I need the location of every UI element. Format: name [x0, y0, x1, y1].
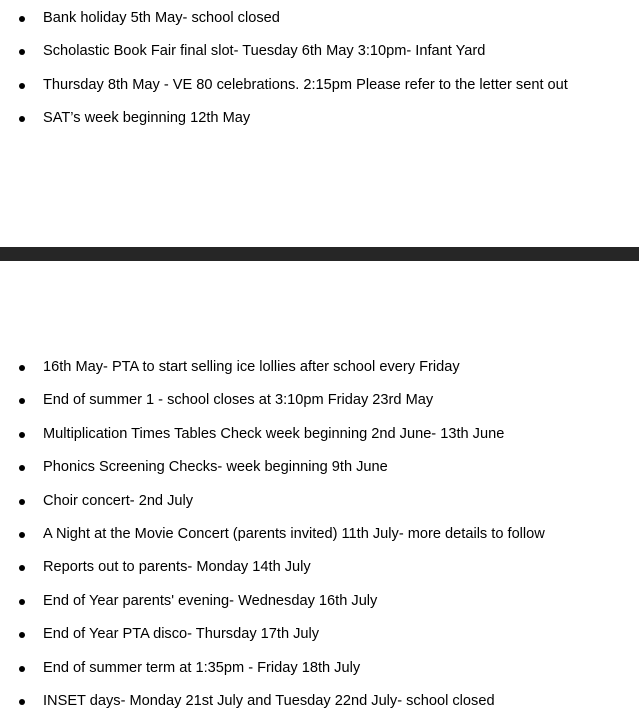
bullet-icon [19, 83, 25, 89]
bullet-icon [19, 116, 25, 122]
upcoming-dates-list-summer [0, 351, 639, 718]
list-item-text: End of Year PTA disco- Thursday 17th July [43, 626, 320, 643]
bullet-icon [19, 565, 25, 571]
list-item [0, 551, 639, 584]
bullet-icon [19, 398, 25, 404]
list-item-text: A Night at the Movie Concert (parents invited) 11th July- more details to follow [43, 525, 545, 542]
list-item [0, 69, 639, 102]
list-item [0, 35, 639, 68]
list-item-text: Bank holiday 5th May- school closed [43, 10, 280, 26]
bullet-icon [19, 599, 25, 605]
bullet-icon [19, 365, 25, 371]
list-item [0, 485, 639, 518]
list-item [0, 351, 639, 384]
bullet-icon [19, 699, 25, 705]
list-item [0, 685, 639, 718]
bullet-icon [19, 666, 25, 672]
bullet-icon [19, 49, 25, 55]
list-item-text: Phonics Screening Checks- week beginning 9th June [43, 459, 388, 476]
list-item-text: 16th May- PTA to start selling ice lollies after school every Friday [43, 359, 460, 375]
list-item-text: End of Year parents' evening- Wednesday 16th July [43, 592, 378, 609]
bullet-icon [19, 632, 25, 638]
bullet-icon [19, 465, 25, 471]
list-item-text: Reports out to parents- Monday 14th July [43, 559, 311, 576]
list-item [0, 652, 639, 685]
list-item [0, 418, 639, 451]
list-item-text: Choir concert- 2nd July [43, 492, 194, 509]
list-item [0, 2, 639, 35]
bullet-icon [19, 532, 25, 538]
list-item [0, 102, 639, 135]
list-item-text: End of summer 1 - school closes at 3:10pm Friday 23rd May [43, 392, 434, 409]
list-item [0, 585, 639, 618]
bullet-icon [19, 499, 25, 505]
list-item-text: SAT’s week beginning 12th May [43, 110, 251, 127]
list-item-text: Multiplication Times Tables Check week beginning 2nd June- 13th June [43, 425, 505, 442]
upcoming-dates-list-may [0, 2, 639, 136]
list-item-text: Thursday 8th May - VE 80 celebrations. 2:15pm Please refer to the letter sent out [43, 76, 568, 93]
list-item [0, 384, 639, 417]
list-item-text: End of summer term at 1:35pm - Friday 18th July [43, 659, 361, 676]
list-item-text: Scholastic Book Fair final slot- Tuesday 6th May 3:10pm- Infant Yard [43, 43, 486, 60]
list-item [0, 518, 639, 551]
bullet-icon [19, 432, 25, 438]
section-divider [0, 247, 639, 261]
list-item-text: INSET days- Monday 21st July and Tuesday 22nd July- school closed [43, 692, 495, 709]
bullet-icon [19, 16, 25, 22]
list-item [0, 618, 639, 651]
list-item [0, 451, 639, 484]
